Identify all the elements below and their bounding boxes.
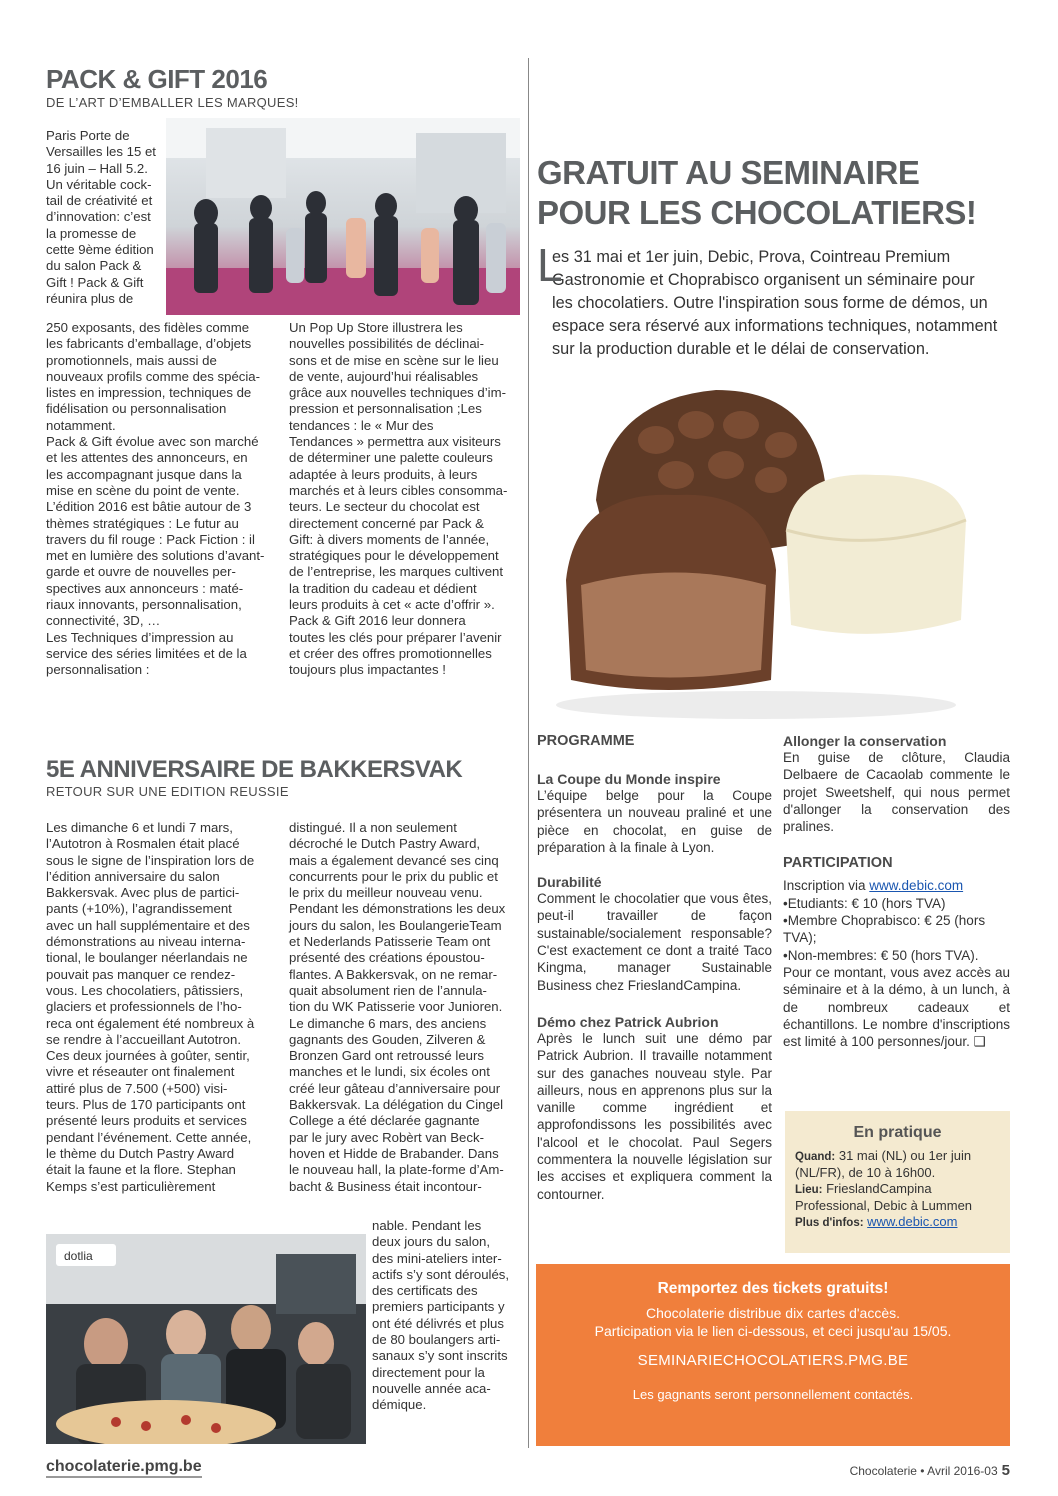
- footer-site-link[interactable]: chocolaterie.pmg.be: [46, 1458, 202, 1478]
- programme-item-text: Comment le chocolatier que vous êtes, peut-il travailler de façon sustainable/socialement responsable? C'est exactement ce dont a traité Taco Kingma, manager Sustainable Business chez FrieslandCampina.: [537, 891, 772, 993]
- inscription-prefix: Inscription via: [783, 878, 870, 894]
- infos-label: Plus d'infos:: [795, 1217, 864, 1229]
- quand-label: Quand:: [795, 1151, 836, 1163]
- chocolate-pralines-photo: [536, 380, 1010, 725]
- end-square-icon: ❑: [973, 1034, 986, 1050]
- seminar-intro: es 31 mai et 1er juin, Debic, Prova, Cointreau Premium Gastronomie et Choprabisco organisent un séminaire pour les chocolatiers. Outre l'inspiration sous forme de démos, un espace sera réservé aux informations techniques, notamment sur la production durable et le délai de conservation.: [552, 248, 998, 358]
- programme-item-title: Démo chez Patrick Aubrion: [537, 1013, 719, 1030]
- tickets-box: [536, 1264, 1010, 1446]
- pack-col2: Un Pop Up Store illustrera les nouvelles possibilités de déclinai- sons et de mise en scène sur le lieu de vente, aujourd’hui réalisables grâce aux nouvelles techniques d’im- pression et personnalisation ;Les tendances : le « Mur des Tendances » permettra aux visiteurs de déterminer une palette couleurs adaptée à leurs produits, à leurs marchés et à leurs cibles consomma- teurs. Le secteur du chocolat est directement concerné par Pack & Gift: à divers moments de l’année, stratégiques pour le développement de l’entreprise, les marques cultivent la tradition du cadeau et dédient leurs produits à cet « acte d’offrir ». Pack & Gift 2016 leur donnera toutes les clés pour préparer l’avenir et créer des offres promotionnelles toujours plus impactantes !: [289, 320, 508, 678]
- programme-item-title: La Coupe du Monde inspire: [537, 771, 721, 787]
- lieu-value: FrieslandCampina Professional, Debic à Lummen: [795, 1181, 973, 1213]
- participation-text: [783, 964, 1010, 1050]
- seminar-title-line1: GRATUIT AU SEMINAIRE: [537, 154, 920, 191]
- pratique-infos: [785, 1214, 1010, 1231]
- en-pratique-box: [785, 1111, 1010, 1253]
- seminar-title: [537, 153, 976, 233]
- programme-item-text: L’équipe belge pour la Coupe présentera un nouveau praliné et une pièce en chocolat, en guise de préparation à la finale à Lyon.: [537, 788, 772, 855]
- bakkersvak-subtitle: RETOUR SUR UNE EDITION REUSSIE: [46, 784, 289, 799]
- pack-col1-top: Paris Porte de Versailles les 15 et 16 juin – Hall 5.2. Un véritable cock- tail de créativité et d’innovation: c’est la promesse de cette 9ème édition du salon Pack & Gift ! Pack & Gift réunira plus de: [46, 128, 156, 306]
- price-bullet: •Non-membres: € 50 (hors TVA).: [783, 947, 979, 963]
- quand-value: 31 mai (NL) ou 1er juin (NL/FR), de 10 à 16h00.: [795, 1148, 972, 1180]
- infos-link[interactable]: www.debic.com: [867, 1214, 958, 1229]
- bakery-fair-photo: [46, 1234, 366, 1444]
- bakkersvak-col1: Les dimanche 6 et lundi 7 mars, l’Autotron à Rosmalen était placé sous le signe de l’inspiration lors de l’édition anniversaire du salon Bakkersvak. Avec plus de partici- pants (+10%), l’agrandissement avec un hall supplémentaire et des démonstrations au niveau interna- tional, le boulanger néerlandais ne pouvait pas manquer ce rendez- vous. Les chocolatiers, pâtissiers, glaciers et professionnels de l’ho- reca ont également été nombreux à se rendre à l’accueillant Autotron. Ces deux journées à goûter, sentir, vivre et réseauter ont finalement attiré plus de 7.500 (+500) visi- teurs. Plus de 170 participants ont présenté leurs produits et services pendant l’événement. Cette année, le thème du Dutch Pastry Award était la faune et la flore. Stephan Kemps s’est particulièrement: [46, 820, 255, 1194]
- pack-col1-bottom: 250 exposants, des fidèles comme les fabricants d’emballage, d’objets promotionnels, mais aussi de nouveaux profils comme des spécia- listes en impression, techniques de fidélisation ou personnalisation notamment. Pack & Gift évolue avec son marché et les attentes des annonceurs, en les accompagnant jusque dans la mise en scène du point de vente. L’édition 2016 est bâtie autour de 3 thèmes stratégiques : Le futur au travers du fil rouge : Pack Fiction : il met en lumière des solutions d’avant- garde et ouvre de nouvelles per- spectives aux annonceurs : maté- riaux innovants, personnalisation, connectivité, 3D, … Les Techniques d’impression au service des séries limitées et de la personnalisation :: [46, 320, 265, 678]
- seminar-title-line2: POUR LES CHOCOLATIERS!: [537, 194, 977, 231]
- column-divider: [528, 58, 529, 1448]
- tickets-text: Chocolaterie distribue dix cartes d'accès. Participation via le lien ci-dessous, et ceci jusqu'au 15/05.: [594, 1305, 952, 1339]
- programme-item-title: Durabilité: [537, 874, 602, 891]
- tickets-note: Les gagnants seront personnellement contactés.: [632, 1387, 914, 1402]
- programme-item-text: Après le lunch suit une démo par Patrick Aubrion. Il travaille notamment sur des ganaches nouveau style. Par ailleurs, nous en apprenons plus sur la vanille comme ingrédient et approfondissons les possibilités avec l'alcool et le chocolat. Paul Segers commentera la nouvelle législation sur les accises et expliquera comment la contourner.: [537, 1030, 772, 1202]
- pack-subtitle: DE L’ART D’EMBALLER LES MARQUES!: [46, 95, 299, 110]
- bakkersvak-col2: distingué. Il a non seulement décroché le Dutch Pastry Award, mais a également devancé ses cinq concurrents pour le prix du public et le prix du meilleur nouveau venu. Pendant les démonstrations les deux jours du salon, les BoulangerieTeam et Nederlands Patisserie Team ont présenté des créations époustou- flantes. A Bakkersvak, on ne remar- quait absolument rien de l’annula- tion du WK Patisserie voor Junioren. Le dimanche 6 mars, des anciens gagnants des Gouden, Zilveren & Bronzen Gard ont retroussé leurs manches et le lundi, six écoles ont créé leur gâteau d’anniversaire pour Bakkersvak. La délégation du Cingel College a été déclarée gagnante par le jury avec Robèrt van Beck- hoven et Hidde de Brabander. Dans le nouveau hall, la plate-forme d’Am- bacht & Business était incontour-: [289, 820, 506, 1194]
- en-pratique-title: En pratique: [853, 1124, 942, 1141]
- bakkersvak-title: 5E ANNIVERSAIRE DE BAKKERSVAK: [46, 756, 463, 783]
- trade-show-photo: [166, 118, 520, 315]
- participation-inscription: [783, 877, 1010, 894]
- tickets-title: Remportez des tickets gratuits!: [657, 1280, 889, 1297]
- pratique-lieu: [785, 1181, 1010, 1214]
- conservation-title: Allonger la conservation: [783, 733, 947, 749]
- seminar-intro-block: [537, 239, 1007, 361]
- participation-column: [783, 733, 1010, 1050]
- price-bullet: •Etudiants: € 10 (hors TVA): [783, 895, 946, 911]
- programme-heading: PROGRAMME: [537, 733, 635, 749]
- conservation-text: En guise de clôture, Claudia Delbaere de Cacaolab commente le projet Sweetshelf, qui nous permet d'allonger la conservation des pralines.: [783, 750, 1010, 835]
- programme-column: [537, 733, 772, 1203]
- lieu-label: Lieu:: [795, 1184, 823, 1196]
- issue-label: Chocolaterie • Avril 2016-03: [849, 1464, 998, 1478]
- bakkersvak-col2-bottom: nable. Pendant les deux jours du salon, des mini-ateliers inter- actifs s’y sont déroulés, des certificats des premiers participants y ont été délivrés et plus de 80 boulangers arti- sanaux s’y sont inscrits directement pour la nouvelle année aca- démique.: [372, 1218, 510, 1413]
- drop-cap: L: [537, 239, 563, 291]
- pack-title: PACK & GIFT 2016: [46, 64, 268, 94]
- footer-issue: [850, 1462, 1010, 1479]
- participation-body: Pour ce montant, vous avez accès au séminaire et à la démo, à un lunch, à de nombreux cadeaux et échantillons. Le nombre d'inscriptions est limité à 100 personnes/jour.: [783, 964, 1010, 1050]
- price-bullet: •Membre Choprabisco: € 25 (hors TVA);: [783, 913, 986, 946]
- tickets-url[interactable]: SEMINARIECHOCOLATIERS.PMG.BE: [637, 1352, 909, 1369]
- svg-text:dotlia: dotlia: [64, 1249, 93, 1263]
- participation-heading: PARTICIPATION: [783, 855, 893, 872]
- pratique-quand: [785, 1148, 1010, 1181]
- page-number: 5: [1001, 1462, 1010, 1479]
- debic-link[interactable]: www.debic.com: [869, 878, 964, 894]
